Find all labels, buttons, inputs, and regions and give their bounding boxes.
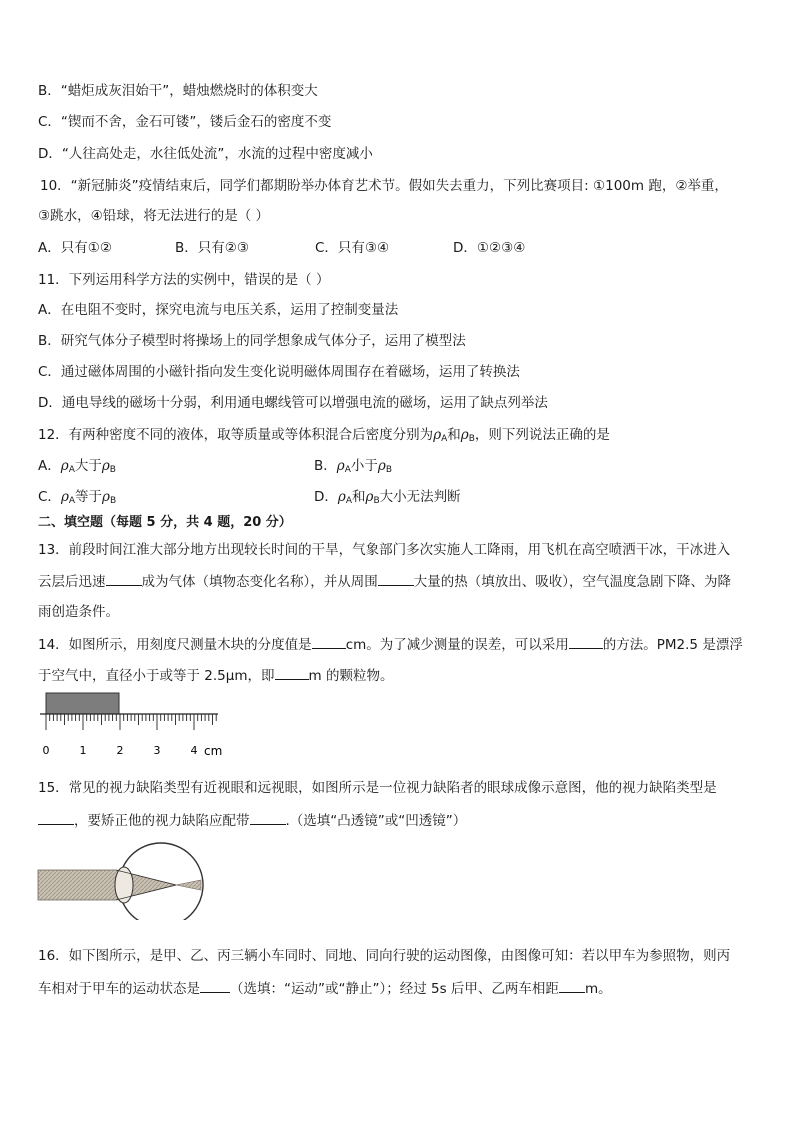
section-heading-fill-in: 二、填空题（每题 5 分，共 4 题，20 分）	[38, 515, 292, 530]
subscript-a: A	[441, 434, 448, 444]
ruler-unit: cm	[204, 744, 223, 758]
rho-symbol: ρ	[60, 458, 69, 474]
q13-text: 成为气体（填物态变化名称），并从周围	[141, 574, 378, 590]
q15-text: .（选填“凸透镜”或“凹透镜”）	[285, 813, 467, 829]
subscript-b: B	[373, 496, 380, 506]
q11-option-c: C．通过磁体周围的小磁针指向发生变化说明磁体周围存在着磁场，运用了转换法	[38, 364, 520, 380]
answer-blank[interactable]	[250, 810, 286, 825]
ruler-label-2: 2	[116, 744, 124, 757]
q14-text: m 的颗粒物。	[308, 668, 394, 684]
q12-option-a	[38, 456, 116, 480]
q14-line2	[38, 665, 393, 686]
q10-option-c: C．只有③④	[315, 240, 390, 256]
q13-line3: 雨创造条件。	[38, 604, 119, 620]
q9-option-c: C．“锲而不舍，金石可镂”，镂后金石的密度不变	[38, 114, 332, 130]
q13-text: 大量的热（填放出、吸收），空气温度急剧下降、为降	[413, 574, 731, 590]
subscript-b: B	[468, 434, 475, 444]
option-text: 大于	[74, 458, 102, 474]
answer-blank[interactable]	[38, 810, 74, 825]
q14-text: 于空气中，直径小于或等于 2.5μm，即	[38, 668, 275, 684]
option-letter: A．	[38, 458, 61, 474]
rho-symbol: ρ	[337, 489, 346, 505]
q11-stem: 11．下列运用科学方法的实例中，错误的是（ ）	[38, 272, 330, 288]
answer-blank[interactable]	[312, 634, 346, 649]
eye-diagram	[36, 840, 216, 920]
q13-line1: 13．前段时间江淮大部分地方出现较长时间的干旱，气象部门多次实施人工降雨，用飞机在高空喷洒干冰，干冰进入	[38, 542, 731, 558]
q10-option-b: B．只有②③	[175, 240, 249, 256]
option-text: 等于	[75, 489, 103, 505]
q14-text: cm。为了减少测量的误差，可以采用	[345, 637, 569, 653]
rho-symbol: ρ	[336, 458, 345, 474]
subscript-a: A	[68, 465, 75, 475]
q13-line2	[38, 571, 731, 592]
q10-option-d: D．①②③④	[453, 240, 526, 256]
light-beam	[38, 870, 176, 900]
subscript-b: B	[109, 496, 117, 506]
q9-option-d: D．“人往高处走，水往低处流”，水流的过程中密度减小	[38, 146, 373, 162]
subscript-b: B	[109, 465, 116, 475]
answer-blank[interactable]	[200, 978, 230, 993]
ruler-label-4: 4	[190, 744, 198, 757]
q12-option-c	[38, 487, 116, 511]
q12-stem-pre: 12．有两种密度不同的液体，取等质量或等体积混合后密度分别为	[38, 427, 434, 443]
rho-symbol: ρ	[433, 427, 442, 443]
subscript-b: B	[385, 465, 392, 475]
q10-stem-line1: 10．“新冠肺炎”疫情结束后，同学们都期盼举办体育艺术节。假如失去重力，下列比赛项目: ①100m 跑，②举重，	[40, 178, 728, 194]
q10-stem-line2: ③跳水，④铅球，将无法进行的是（ ）	[38, 208, 269, 224]
option-letter: C．	[38, 489, 61, 505]
q16-text: 车相对于甲车的运动状态是	[38, 981, 200, 997]
q11-option-a: A．在电阻不变时，探究电流与电压关系，运用了控制变量法	[38, 302, 399, 318]
answer-blank[interactable]	[569, 634, 603, 649]
q12-option-b	[314, 456, 392, 480]
rho-symbol: ρ	[102, 489, 110, 505]
wooden-block	[46, 693, 119, 714]
option-letter: B．	[314, 458, 337, 474]
subscript-a: A	[68, 496, 76, 506]
q16-text: m。	[584, 981, 612, 997]
ruler-label-0: 0	[42, 744, 50, 757]
option-text: 小于	[350, 458, 378, 474]
q16-text: （选填：“运动”或“静止”）；经过 5s 后甲、乙两车相距	[230, 981, 559, 997]
rho-symbol: ρ	[460, 427, 469, 443]
q15-line1: 15．常见的视力缺陷类型有近视眼和远视眼，如图所示是一位视力缺陷者的眼球成像示意图，他的视力缺陷类型是	[38, 780, 717, 796]
q11-option-b: B．研究气体分子模型时将操场上的同学想象成气体分子，运用了模型法	[38, 333, 466, 349]
option-text: 大小无法判断	[379, 489, 461, 505]
option-letter: D．	[314, 489, 338, 505]
rho-symbol: ρ	[101, 458, 110, 474]
option-text: 和	[352, 489, 366, 505]
q12-option-d	[314, 487, 461, 511]
q16-line2	[38, 978, 612, 999]
q12-stem-and: 和	[447, 427, 461, 443]
answer-blank[interactable]	[106, 571, 142, 586]
q14-text: 14．如图所示，用刻度尺测量木块的分度值是	[38, 637, 312, 653]
q9-option-b: B．“蜡炬成灰泪始干”，蜡烛燃烧时的体积变大	[38, 83, 318, 99]
ruler-label-1: 1	[79, 744, 87, 757]
q10-option-a: A．只有①②	[38, 240, 112, 256]
q14-line1	[38, 634, 743, 655]
subscript-a: A	[345, 496, 353, 506]
ruler-label-3: 3	[153, 744, 161, 757]
answer-blank[interactable]	[275, 665, 309, 680]
rho-symbol: ρ	[365, 489, 374, 505]
q12-stem-post: ，则下列说法正确的是	[474, 427, 610, 443]
q14-text: 的方法。PM2.5 是漂浮	[602, 637, 743, 653]
q11-option-d: D．通电导线的磁场十分弱，利用通电螺线管可以增强电流的磁场，运用了缺点列举法	[38, 395, 548, 411]
answer-blank[interactable]	[378, 571, 414, 586]
rho-symbol: ρ	[377, 458, 386, 474]
q13-text: 云层后迅速	[38, 574, 106, 590]
subscript-a: A	[344, 465, 351, 475]
light-beam-diverging	[176, 880, 201, 890]
ruler-figure	[36, 690, 236, 762]
q15-line2	[38, 810, 466, 831]
q15-text: ，要矫正他的视力缺陷应配带	[74, 813, 250, 829]
ruler-ticks	[46, 714, 216, 730]
answer-blank[interactable]	[559, 978, 585, 993]
q16-line1: 16．如下图所示，是甲、乙、丙三辆小车同时、同地、同向行驶的运动图像，由图像可知：若以甲车为参照物，则丙	[38, 948, 731, 964]
q12-stem	[38, 425, 610, 449]
rho-symbol: ρ	[60, 489, 69, 505]
